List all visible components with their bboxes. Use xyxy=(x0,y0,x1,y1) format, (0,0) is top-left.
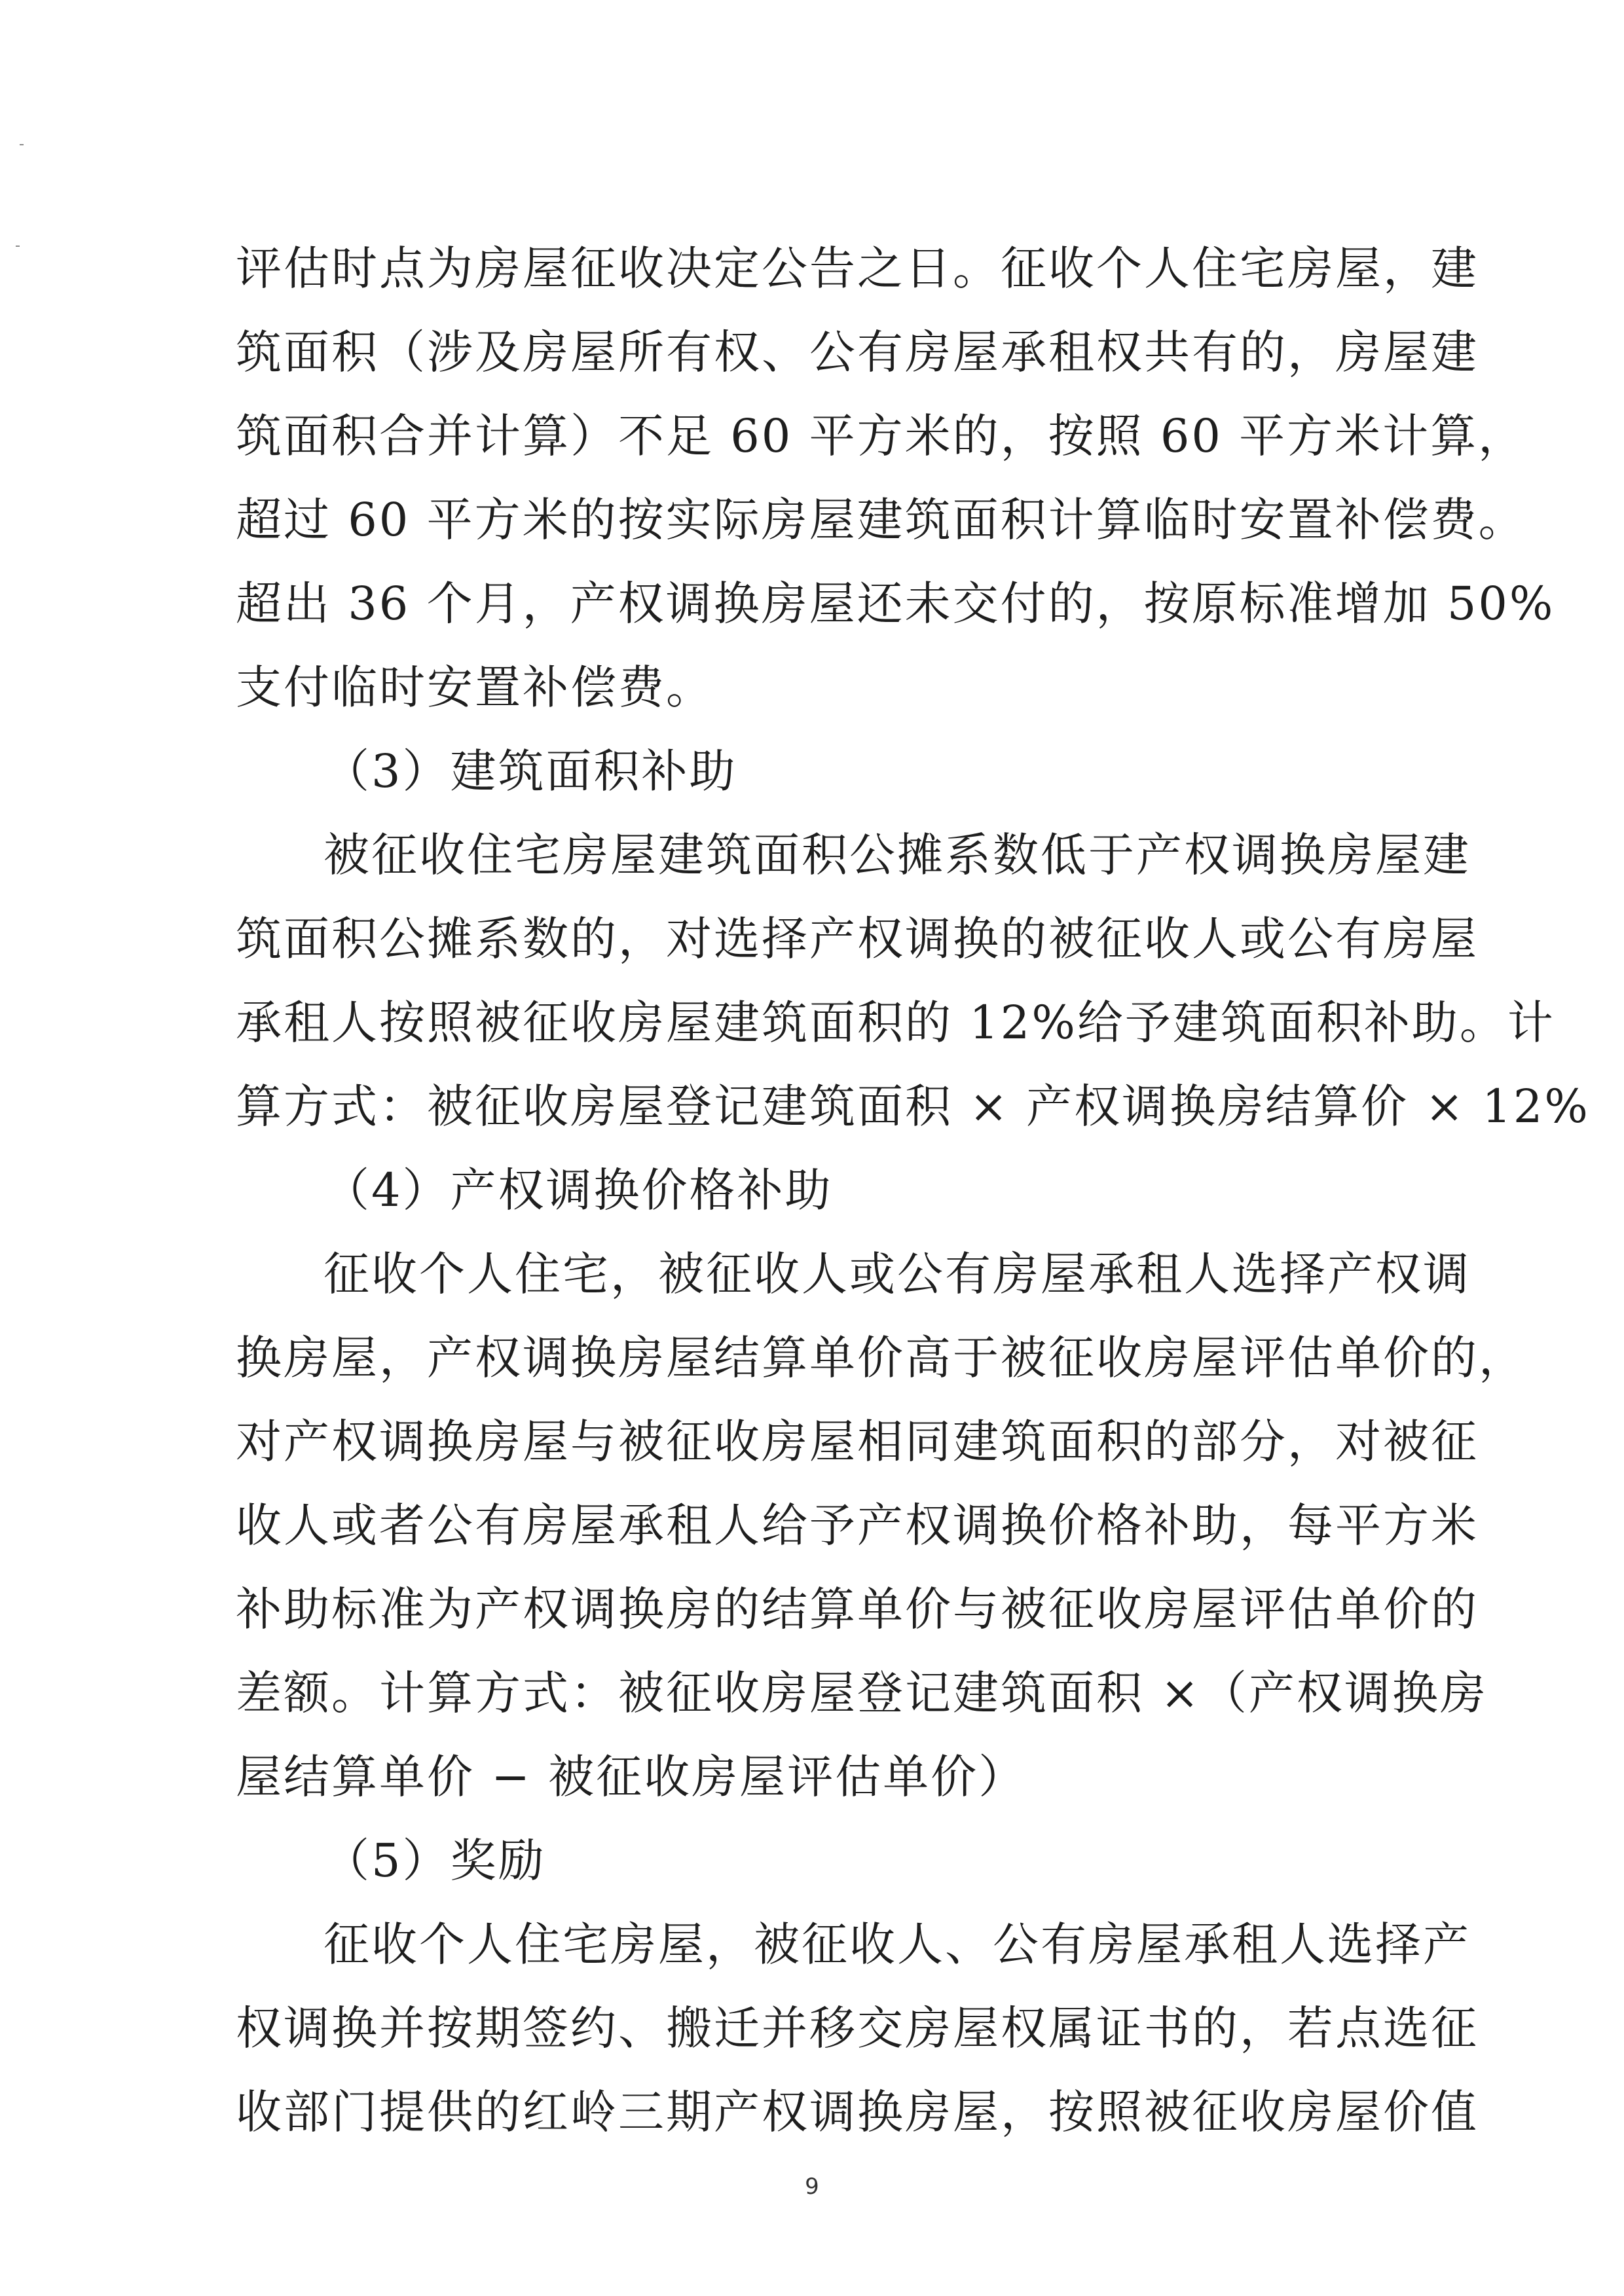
section-heading: （5）奖励 xyxy=(323,1834,546,1887)
text-line: 算方式：被征收房屋登记建筑面积 × 产权调换房结算价 × 12% xyxy=(236,1080,1590,1133)
text-line: 评估时点为房屋征收决定公告之日。征收个人住宅房屋，建 xyxy=(236,242,1479,295)
scan-speck xyxy=(20,144,24,145)
scan-speck xyxy=(16,246,20,247)
text-line: 筑面积公摊系数的，对选择产权调换的被征收人或公有房屋 xyxy=(236,912,1479,966)
page-number: 9 xyxy=(805,2174,819,2200)
text-line: 收部门提供的红岭三期产权调换房屋，按照被征收房屋价值 xyxy=(236,2085,1479,2139)
section-heading: （4）产权调换价格补助 xyxy=(323,1163,833,1217)
text-line: 收人或者公有房屋承租人给予产权调换价格补助，每平方米 xyxy=(236,1499,1479,1552)
section-heading: （3）建筑面积补助 xyxy=(323,744,737,798)
text-line: 支付临时安置补偿费。 xyxy=(236,661,714,714)
text-line: 对产权调换房屋与被征收房屋相同建筑面积的部分，对被征 xyxy=(236,1415,1479,1468)
text-line: 征收个人住宅房屋，被征收人、公有房屋承租人选择产 xyxy=(323,1918,1471,1971)
text-line: 屋结算单价 − 被征收房屋评估单价） xyxy=(236,1750,1027,1804)
text-line: 承租人按照被征收房屋建筑面积的 12%给予建筑面积补助。计 xyxy=(236,996,1555,1049)
text-line: 换房屋，产权调换房屋结算单价高于被征收房屋评估单价的， xyxy=(236,1331,1526,1385)
text-line: 权调换并按期签约、搬迁并移交房屋权属证书的，若点选征 xyxy=(236,2001,1479,2055)
text-line: 差额。计算方式：被征收房屋登记建筑面积 ×（产权调换房 xyxy=(236,1666,1488,1720)
text-line: 征收个人住宅，被征收人或公有房屋承租人选择产权调 xyxy=(323,1247,1471,1301)
text-line: 超过 60 平方米的按实际房屋建筑面积计算临时安置补偿费。 xyxy=(236,493,1526,547)
text-line: 筑面积合并计算）不足 60 平方米的，按照 60 平方米计算， xyxy=(236,409,1526,463)
text-line: 筑面积（涉及房屋所有权、公有房屋承租权共有的，房屋建 xyxy=(236,325,1479,379)
text-line: 超出 36 个月，产权调换房屋还未交付的，按原标准增加 50% xyxy=(236,577,1555,630)
text-line: 被征收住宅房屋建筑面积公摊系数低于产权调换房屋建 xyxy=(323,828,1471,882)
text-line: 补助标准为产权调换房的结算单价与被征收房屋评估单价的 xyxy=(236,1582,1479,1636)
